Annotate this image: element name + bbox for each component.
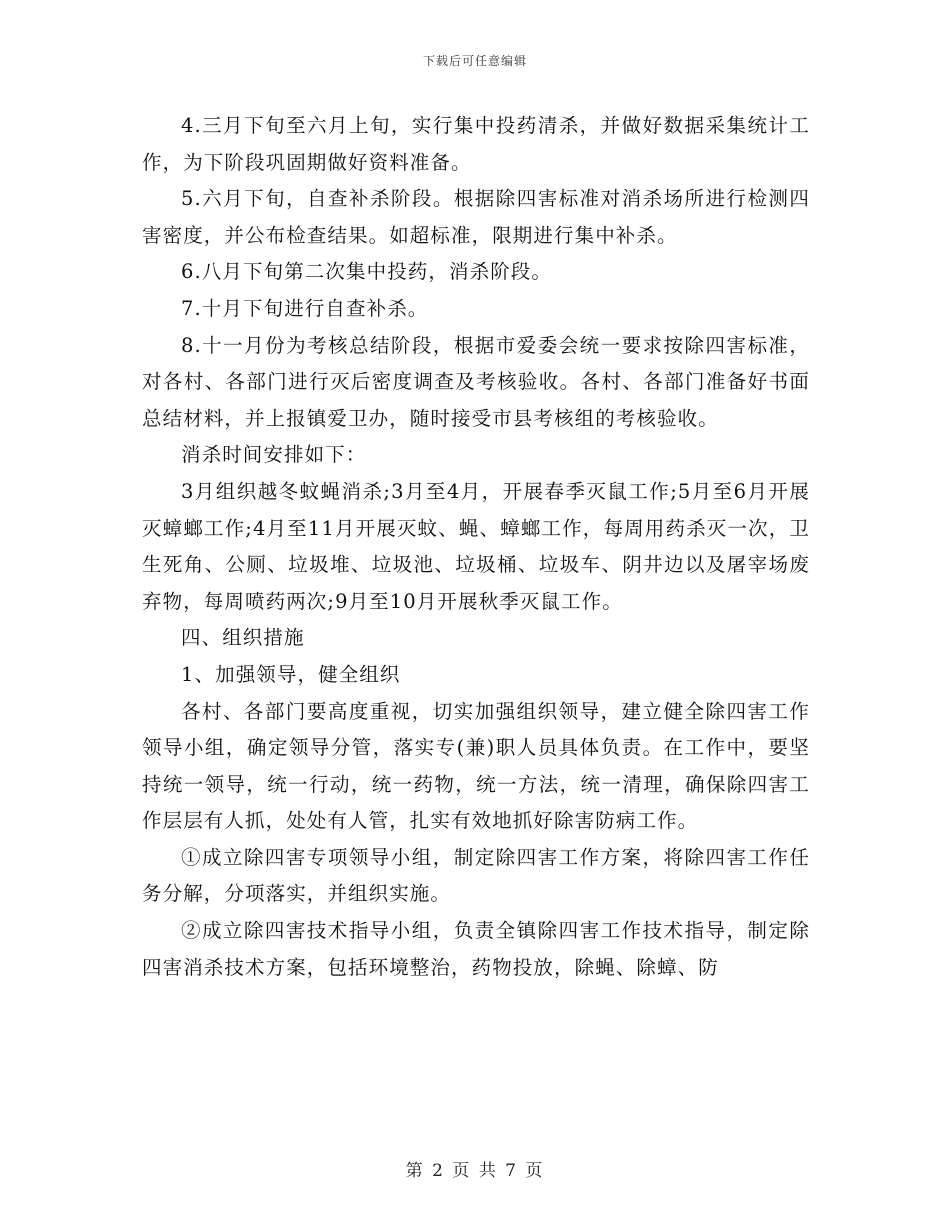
page-number-label: 第 2 页 共 7 页 <box>405 1161 545 1181</box>
section-heading-measures: 四、组织措施 <box>181 626 305 650</box>
document-body <box>142 108 810 986</box>
leadership-paragraph: 各村、各部门要高度重视，切实加强组织领导，建立健全除四害工作领导小组，确定领导分管，落实专(兼)职人员具体负责。在工作中，要坚持统一领导，统一行动，统一药物，统一方法，统一清理，确保除四害工作层层有人抓，处处有人管，扎实有效地抓好除害防病工作。 <box>142 699 810 833</box>
list-item-leading-group: ①成立除四害专项领导小组，制定除四害工作方案，将除四害工作任务分解，分项落实，并组织实施。 <box>142 845 810 906</box>
page-header-note: 下载后可任意编辑 <box>422 54 527 68</box>
schedule-paragraph: 3月组织越冬蚊蝇消杀;3月至4月，开展春季灭鼠工作;5月至6月开展灭蟑螂工作;4月至11月开展灭蚊、蝇、蟑螂工作，每周用药杀灭一次，卫生死角、公厕、垃圾堆、垃圾池、垃圾桶、垃圾车、阴井边以及屠宰场废弃物，每周喷药两次;9月至10月开展秋季灭鼠工作。 <box>142 479 810 613</box>
paragraph-item-7: 7.十月下旬进行自查补杀。 <box>181 296 429 320</box>
list-item-technical-group: ②成立除四害技术指导小组，负责全镇除四害工作技术指导，制定除四害消杀技术方案，包括环境整治，药物投放，除蝇、除蟑、防 <box>142 919 810 979</box>
subsection-heading-leadership: 1、加强领导，健全组织 <box>181 662 401 686</box>
paragraph-item-8: 8.十一月份为考核总结阶段，根据市爱委会统一要求按除四害标准，对各村、各部门进行灭后密度调查及考核验收。各村、各部门准备好书面总结材料，并上报镇爱卫办，随时接受市县考核组的考核验收。 <box>142 333 810 430</box>
paragraph-item-5: 5.六月下旬，自查补杀阶段。根据除四害标准对消杀场所进行检测四害密度，并公布检查结果。如超标准，限期进行集中补杀。 <box>142 187 810 247</box>
schedule-heading: 消杀时间安排如下： <box>181 443 367 467</box>
paragraph-item-4: 4.三月下旬至六月上旬，实行集中投药清杀，并做好数据采集统计工作，为下阶段巩固期做好资料准备。 <box>142 114 810 174</box>
paragraph-item-6: 6.八月下旬第二次集中投药，消杀阶段。 <box>181 260 553 284</box>
page-number-footer <box>0 1156 950 1181</box>
